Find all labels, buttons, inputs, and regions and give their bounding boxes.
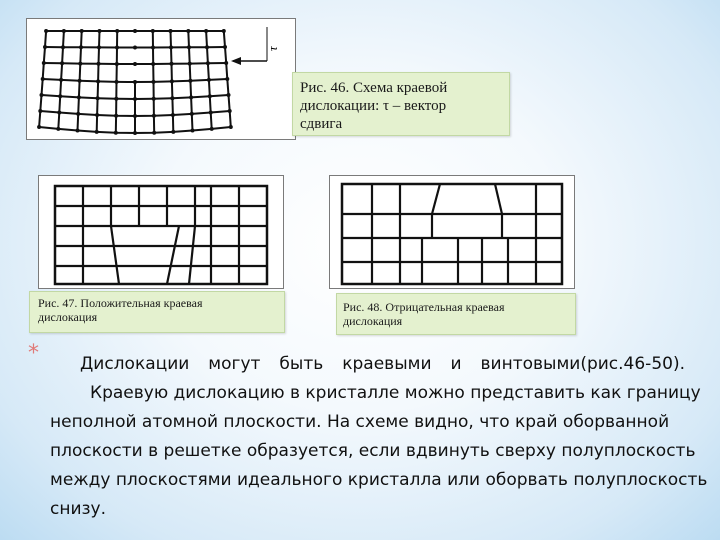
lattice-atom	[76, 112, 80, 116]
caption-fig46-line2: дислокации: τ – вектор	[300, 98, 447, 114]
lattice-atom	[56, 127, 60, 131]
lattice-atom	[209, 111, 213, 115]
figure-46-edge-dislocation	[26, 18, 296, 140]
lattice-atom	[186, 29, 190, 33]
lattice-atom	[60, 61, 64, 65]
lattice-atom	[152, 131, 156, 135]
body-paragraph	[50, 350, 708, 524]
lattice-atom	[58, 94, 62, 98]
lattice-atom	[188, 62, 192, 66]
lattice-atom	[133, 80, 137, 84]
lattice-atom	[80, 29, 84, 33]
figure-47-lattice	[39, 176, 283, 288]
lattice-atom	[97, 62, 101, 66]
lattice-atom	[78, 79, 82, 83]
caption-fig46	[292, 72, 510, 136]
lattice-atom	[190, 112, 194, 116]
lattice-atom	[37, 125, 41, 129]
lattice-atom	[133, 62, 137, 66]
lattice-atom	[97, 45, 101, 49]
lattice-atom	[78, 62, 82, 66]
caption-fig46-line1: Рис. 46. Схема краевой	[300, 80, 448, 96]
lattice-atom	[115, 62, 119, 66]
lattice-atom	[206, 61, 210, 65]
lattice-atom	[79, 45, 83, 49]
lattice-atom	[187, 45, 191, 49]
caption-fig46-line3: сдвига	[300, 116, 343, 132]
lattice-atom	[114, 131, 118, 135]
tau-label: τ	[265, 46, 280, 51]
lattice-atom	[133, 29, 137, 33]
lattice-atom	[38, 109, 42, 113]
lattice-atom	[152, 97, 156, 101]
lattice-atom	[95, 130, 99, 134]
lattice-atom	[188, 79, 192, 83]
lattice-atom	[170, 96, 174, 100]
lattice-atom	[95, 113, 99, 117]
lattice-atom	[96, 79, 100, 83]
lattice-atom	[115, 80, 119, 84]
lattice-atom	[171, 113, 175, 117]
lattice-atom	[227, 93, 231, 97]
lattice-atom	[208, 94, 212, 98]
lattice-atom	[44, 29, 48, 33]
lattice-atom	[151, 46, 155, 50]
figure-48-lattice	[330, 176, 574, 288]
lattice-atom	[98, 29, 102, 33]
lattice-atom	[222, 29, 226, 33]
lattice-atom	[41, 77, 45, 81]
lattice-atom	[42, 61, 46, 65]
lattice-atom	[191, 129, 195, 133]
lattice-atom	[189, 95, 193, 99]
lattice-atom	[133, 46, 137, 50]
shear-vector-arrowhead	[231, 57, 241, 65]
lattice-atom	[229, 125, 233, 129]
paragraph-line: неполной атомной плоскости. На схеме видно, что край оборванной	[50, 412, 670, 432]
lattice-atom	[133, 97, 137, 101]
lattice-atom	[151, 29, 155, 33]
lattice-atom	[133, 131, 137, 135]
figure-48-negative-edge-dislocation	[329, 175, 575, 289]
lattice-atom	[151, 62, 155, 66]
lattice-atom	[152, 114, 156, 118]
lattice-atom	[170, 62, 174, 66]
figure-46-lattice	[27, 19, 295, 139]
lattice-atom	[40, 93, 44, 97]
figure-47-positive-edge-dislocation	[38, 175, 284, 289]
paragraph-line: плоскости в решетке образуется, если вдвинуть сверху полуплоскость	[50, 441, 696, 461]
lattice-atom	[207, 78, 211, 82]
lattice-atom	[61, 45, 65, 49]
paragraph-line: между плоскостями идеального кристалла или оборвать полуплоскость	[50, 470, 708, 490]
lattice-atom	[43, 45, 47, 49]
caption-fig47-line1: Рис. 47. Положительная краевая	[38, 296, 203, 310]
lattice-atom	[133, 114, 137, 118]
caption-fig48	[336, 293, 576, 335]
caption-fig48-line2: дислокация	[343, 314, 403, 328]
lattice-atom	[59, 78, 63, 82]
lattice-atom	[96, 96, 100, 100]
paragraph-line: Краевую дислокацию в кристалле можно представить как границу	[90, 383, 701, 403]
caption-fig47-line2: дислокация	[38, 310, 98, 324]
lattice-atom	[228, 109, 232, 113]
lattice-atom	[223, 45, 227, 49]
lattice-atom	[224, 61, 228, 65]
lattice-atom	[152, 80, 156, 84]
lattice-atom	[115, 29, 119, 33]
lattice-atom	[76, 129, 80, 133]
lattice-atom	[57, 111, 61, 115]
lattice-atom	[77, 95, 81, 99]
lattice-atom	[205, 45, 209, 49]
paragraph-line: снизу.	[50, 499, 107, 519]
lattice-atom	[225, 77, 229, 81]
lattice-atom	[204, 29, 208, 33]
lattice-atom	[171, 130, 175, 134]
lattice-atom	[115, 46, 119, 50]
lattice-atom	[210, 127, 214, 131]
caption-fig47	[29, 291, 285, 333]
lattice-atom	[114, 114, 118, 118]
bullet-asterisk: *	[28, 341, 39, 366]
lattice-atom	[169, 45, 173, 49]
lattice-atom	[169, 29, 173, 33]
lattice-atom	[170, 79, 174, 83]
lattice-atom	[114, 97, 118, 101]
paragraph-line: Дислокации могут быть краевыми и винтовыми(рис.46-50).	[80, 354, 685, 374]
lattice-atom	[62, 29, 66, 33]
caption-fig48-line1: Рис. 48. Отрицательная краевая	[343, 300, 505, 314]
